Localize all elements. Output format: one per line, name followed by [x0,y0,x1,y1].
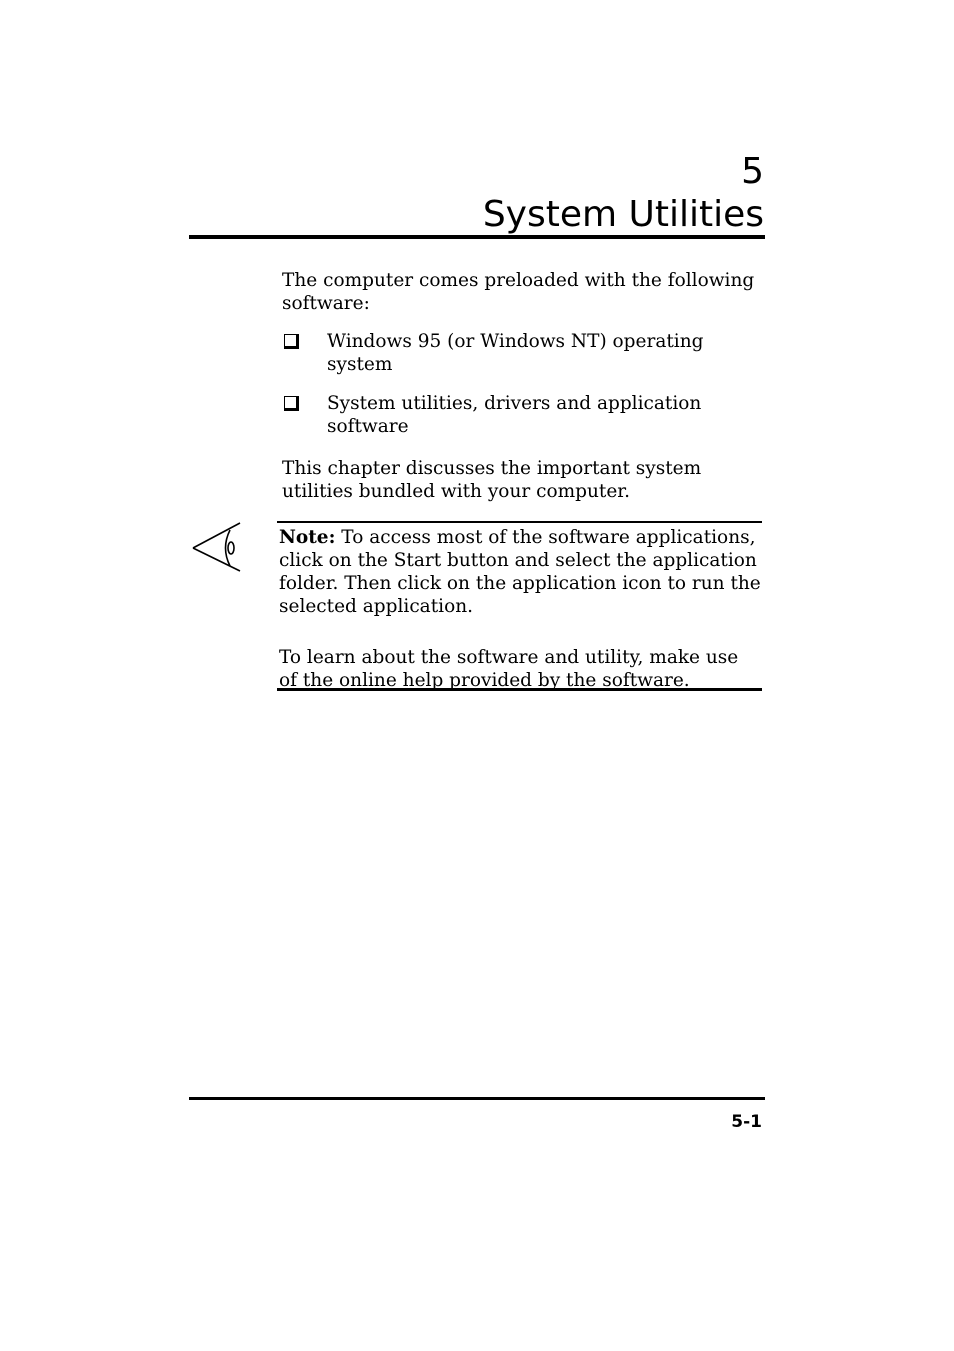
chapter-number: 5 [741,151,764,192]
list-item-text: System utilities, drivers and application software [327,393,702,437]
list-item [282,330,762,376]
closing-paragraph: This chapter discusses the important system utilities bundled with your computer. [282,458,702,502]
eye-icon [190,521,242,573]
footer-divider [189,1097,765,1100]
note-text [279,526,762,618]
chapter-title: System Utilities [482,194,764,235]
checkbox-icon [284,396,299,411]
note-help-text: To learn about the software and utility, make use of the online help provided by the software. [279,647,739,691]
note-box [277,521,762,691]
checkbox-icon [284,334,299,349]
list-item-text: Windows 95 (or Windows NT) operating system [327,331,704,375]
page-number: 5-1 [731,1112,762,1132]
list-item [282,392,762,438]
software-list [282,330,762,454]
title-divider [189,235,765,239]
note-label: Note: [279,527,336,548]
intro-paragraph: The computer comes preloaded with the following software: [282,270,755,314]
note-body: To access most of the software applications, click on the Start button and select the application folder. Then click on the application icon to run the selected application. [279,527,761,617]
